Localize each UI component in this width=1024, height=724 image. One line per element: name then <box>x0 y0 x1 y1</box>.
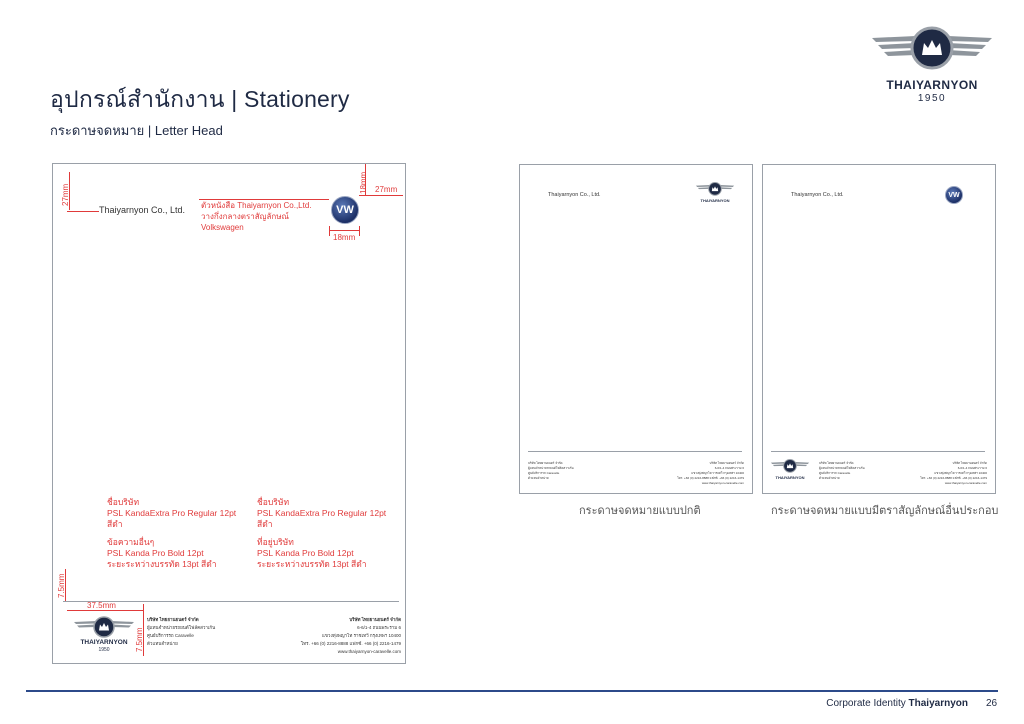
footer-right-text: บริษัท ไทยยานยนตร์ จำกัด 6-6/1-4 ถนนพระราม 6 แขวงทุ่งพญาไท ราชเทวี กรุงเทพฯ 10400 โทร. +66 (0) 2216-8888 แฟกซ์. +66 (0) 2216-1479 www.thaiyarnyon-caravelle.com <box>300 617 401 654</box>
sample-footer-left: บริษัท ไทยยานยนตร์ จำกัด ผู้แทนจำหน่ายรถยนต์โฟล์คสวาเก้น ศูนย์บริการรถ Caravelle ตัวแทนจำหน่าย <box>528 461 574 480</box>
brand-year: 1950 <box>917 93 947 104</box>
dim-top-margin: 27mm <box>61 183 70 206</box>
sample-footer-right: บริษัท ไทยยานยนตร์ จำกัด 6-6/1-4 ถนนพระราม 6 แขวงทุ่งพญาไท ราชเทวี กรุงเทพฯ 10400 โทร. +66 (0) 2216-8888 แฟกซ์. +66 (0) 2216-1479 www.thaiyarnyon-caravelle.com <box>677 461 744 485</box>
sample-caption-cobrand: กระดาษจดหมายแบบมีตราสัญลักษณ์อื่นประกอบ <box>771 504 999 517</box>
sample-caption-standard: กระดาษจดหมายแบบปกติ <box>579 504 701 517</box>
footer-rule <box>26 690 998 692</box>
dim-right-margin: 27mm <box>375 185 398 194</box>
type-spec-left: ชื่อบริษัท PSL KandaExtra Pro Regular 12pt สีดำ ข้อความอื่นๆ PSL Kanda Pro Bold 12pt ระยะระหว่างบรรทัด 13pt สีดำ <box>107 497 237 569</box>
volkswagen-logo-icon: VW <box>945 186 963 204</box>
sample-footer-left: บริษัท ไทยยานยนตร์ จำกัด ผู้แทนจำหน่ายรถยนต์โฟล์คสวาเก้น ศูนย์บริการรถ Caravelle ตัวแทนจำหน่าย <box>819 461 865 480</box>
footer-left-text: บริษัท ไทยยานยนตร์ จำกัด ผู้แทนจำหน่ายรถยนต์โฟล์คสวาเก้น ศูนย์บริการรถ Caravelle ตัวแทนจำหน่าย <box>147 617 216 646</box>
dim-footer-vertical: 7.5mm <box>135 627 144 652</box>
winged-emblem-icon <box>866 24 998 76</box>
letterhead-spec-sheet <box>52 163 406 664</box>
footer-brand-name: THAIYARNYON <box>80 639 128 646</box>
sample-company-name: Thaiyarnyon Co., Ltd. <box>548 192 601 198</box>
company-name-text: Thaiyarnyon Co., Ltd. <box>99 205 186 215</box>
sample-footer-right: บริษัท ไทยยานยนตร์ จำกัด 6-6/1-4 ถนนพระราม 6 แขวงทุ่งพญาไท ราชเทวี กรุงเทพฯ 10400 โทร. +66 (0) 2216-8888 แฟกซ์. +66 (0) 2216-1479 www.thaiyarnyon-caravelle.com <box>920 461 987 485</box>
dim-logo-width: 18mm <box>333 233 356 242</box>
brand-name: THAIYARNYON <box>886 78 978 92</box>
type-spec-right: ชื่อบริษัท PSL KandaExtra Pro Regular 12pt สีดำ ที่อยู่บริษัท PSL Kanda Pro Bold 12pt ระยะระหว่างบรรทัด 13pt สีดำ <box>257 497 387 569</box>
thaiyarnyon-logo-icon <box>694 181 736 198</box>
dim-bottom: 7.5mm <box>57 573 66 598</box>
logo-note: ตัวหนังสือ Thaiyarnyon Co.,Ltd. วางกึ่งกลางตราสัญลักษณ์ Volkswagen <box>201 201 312 232</box>
thaiyarnyon-logo-icon <box>71 615 137 641</box>
brand-logo <box>866 24 998 110</box>
page-title: อุปกรณ์สำนักงาน | Stationery <box>50 86 350 112</box>
dim-logo-top: 18mm <box>359 171 368 194</box>
footer-brand-year: 1950 <box>98 647 110 653</box>
letterhead-sample-standard <box>519 164 753 494</box>
footer-corporate-identity: Corporate Identity Thaiyarnyon <box>826 698 968 709</box>
thaiyarnyon-logo-icon <box>769 458 811 475</box>
page-number: 26 <box>986 698 998 709</box>
letterhead-sample-cobrand <box>762 164 996 494</box>
dim-footer-width: 37.5mm <box>87 601 116 610</box>
sample-company-name: Thaiyarnyon Co., Ltd. <box>791 192 844 198</box>
volkswagen-logo-icon: VW <box>331 196 359 224</box>
page-subtitle: กระดาษจดหมาย | Letter Head <box>50 123 223 138</box>
sample-brand-name: THAIYARNYON <box>700 198 730 203</box>
sample-brand-name: THAIYARNYON <box>775 475 805 480</box>
